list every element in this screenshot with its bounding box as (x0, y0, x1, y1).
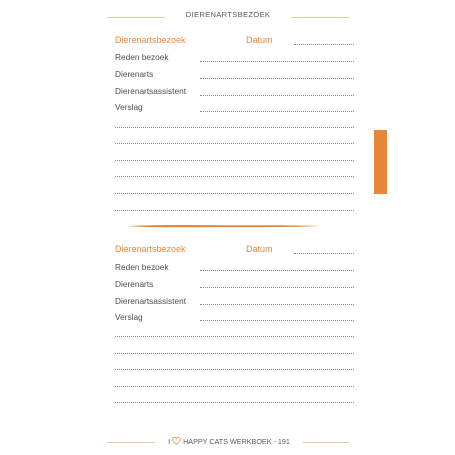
footer-rule-left (107, 442, 155, 443)
chapter-tab-marker (374, 130, 387, 194)
date-label: Datum (246, 35, 273, 45)
brush-stroke-divider (128, 224, 318, 228)
page-header-title: DIERENARTSBEZOEK (185, 10, 271, 19)
footer-rule-right (303, 442, 349, 443)
field-line-dierenarts[interactable] (200, 287, 354, 288)
section-title: Dierenartsbezoek (115, 244, 186, 254)
field-label-reden-bezoek: Reden bezoek (115, 262, 169, 272)
date-field-line[interactable] (294, 253, 354, 254)
field-label-dierenarts: Dierenarts (115, 279, 154, 289)
field-line-verslag[interactable] (200, 111, 354, 112)
field-line-reden-bezoek[interactable] (200, 270, 354, 271)
header-rule-left (107, 17, 165, 18)
report-line[interactable] (115, 336, 354, 337)
field-label-dierenartsassistent: Dierenartsassistent (115, 296, 187, 306)
footer-text: HAPPY CATS WERKBOEK - 191 (183, 437, 290, 446)
header-rule-right (291, 17, 349, 18)
field-label-verslag: Verslag (115, 312, 143, 322)
field-label-verslag: Verslag (115, 102, 143, 112)
field-label-dierenarts: Dierenarts (115, 69, 154, 79)
report-line[interactable] (115, 143, 354, 144)
report-line[interactable] (115, 369, 354, 370)
report-line[interactable] (115, 210, 354, 211)
report-line[interactable] (115, 386, 354, 387)
section-title: Dierenartsbezoek (115, 35, 186, 45)
field-line-dierenarts[interactable] (200, 78, 354, 79)
report-line[interactable] (115, 127, 354, 128)
date-field-line[interactable] (294, 44, 354, 45)
date-label: Datum (246, 244, 273, 254)
report-line[interactable] (115, 353, 354, 354)
report-line[interactable] (115, 160, 354, 161)
report-line[interactable] (115, 402, 354, 403)
footer-prefix: I (168, 437, 171, 446)
report-line[interactable] (115, 176, 354, 177)
page-footer (160, 437, 298, 446)
heart-outline-icon (172, 437, 181, 445)
field-label-reden-bezoek: Reden bezoek (115, 52, 169, 62)
field-line-dierenartsassistent[interactable] (200, 95, 354, 96)
report-line[interactable] (115, 193, 354, 194)
field-line-verslag[interactable] (200, 320, 354, 321)
field-line-dierenartsassistent[interactable] (200, 304, 354, 305)
field-line-reden-bezoek[interactable] (200, 61, 354, 62)
field-label-dierenartsassistent: Dierenartsassistent (115, 86, 187, 96)
